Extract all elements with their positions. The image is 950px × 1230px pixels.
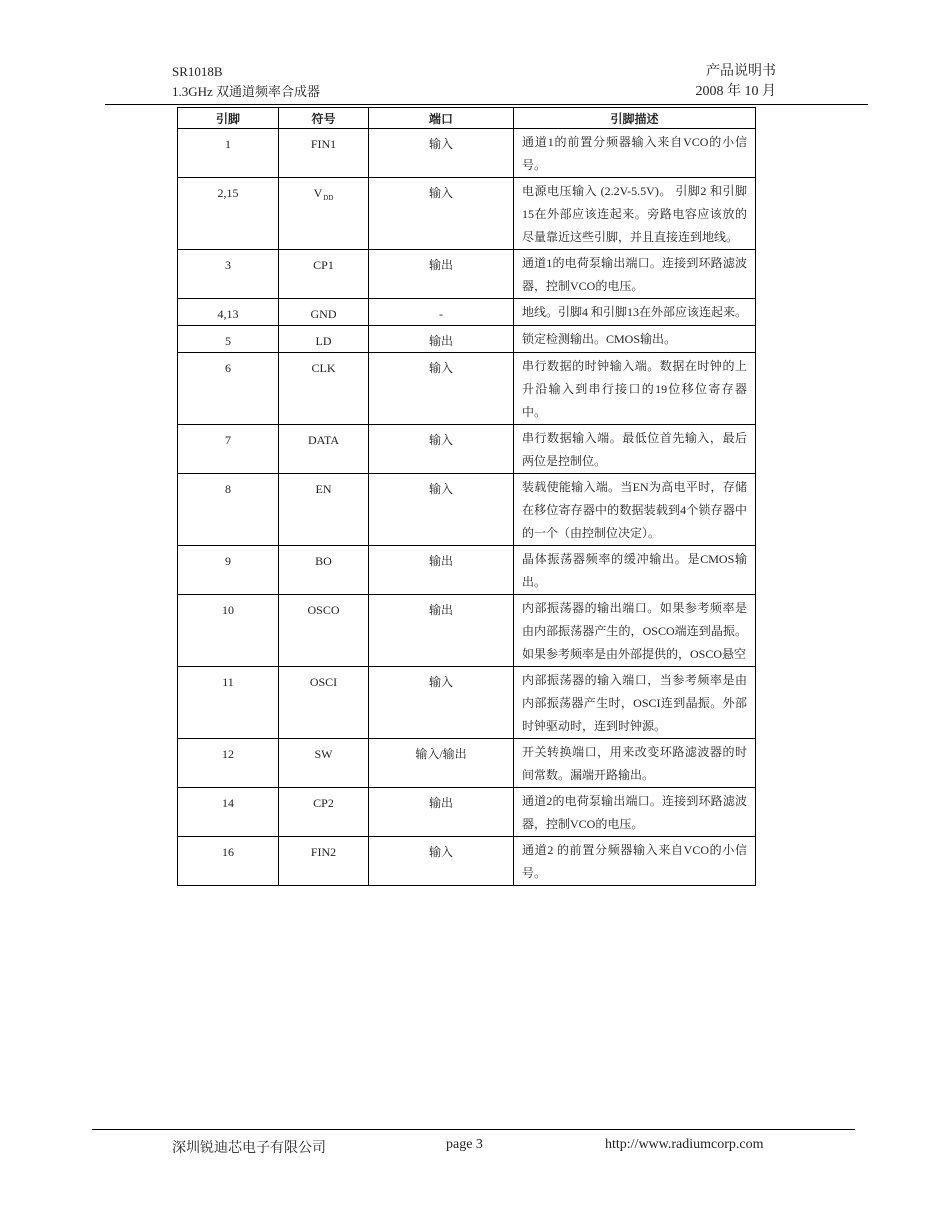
pin-symbol-text: FIN1: [310, 137, 337, 151]
pin-number-cell: 2,15: [178, 178, 279, 250]
footer-page-number: page 3: [446, 1137, 483, 1152]
pin-symbol-text: OSCO: [307, 603, 340, 617]
pin-symbol-cell: [279, 326, 369, 353]
pin-number-cell: 1: [178, 129, 279, 178]
pin-port-cell: 输入/输出: [369, 739, 514, 788]
pin-description-cell: 内部振荡器的输出端口。如果参考频率是由内部振荡器产生的，OSCO端连到晶振。如果参考频率是由外部提供的，OSCO悬空: [514, 595, 756, 667]
pin-symbol-text: GND: [310, 307, 337, 321]
pin-port-cell: 输入: [369, 129, 514, 178]
pin-port-cell: 输入: [369, 425, 514, 474]
document-header-left: [172, 62, 320, 102]
pin-description-cell: 通道1的电荷泵输出端口。连接到环路滤波器，控制VCO的电压。: [514, 250, 756, 299]
column-header-description: 引脚描述: [514, 108, 756, 129]
pin-symbol-cell: [279, 546, 369, 595]
pin-port-cell: 输入: [369, 474, 514, 546]
table-row: [178, 595, 756, 667]
pin-symbol-subscript: DD: [323, 194, 334, 202]
table-row: [178, 178, 756, 250]
pin-port-cell: 输入: [369, 178, 514, 250]
pin-symbol-text: BO: [315, 554, 332, 568]
pin-port-cell: 输入: [369, 667, 514, 739]
pin-port-cell: 输入: [369, 353, 514, 425]
product-model: SR1018B: [172, 64, 223, 79]
pin-description-cell: 通道2 的前置分频器输入来自VCO的小信号。: [514, 837, 756, 886]
pin-symbol-text: FIN2: [310, 845, 337, 859]
pin-number-cell: 11: [178, 667, 279, 739]
pin-symbol-cell: [279, 667, 369, 739]
pin-description-cell: 锁定检测输出。CMOS输出。: [514, 326, 756, 353]
pin-number-cell: 4,13: [178, 299, 279, 326]
pin-symbol-text: CLK: [311, 361, 336, 375]
table-row: [178, 837, 756, 886]
pin-description-cell: 通道1的前置分频器输入来自VCO的小信号。: [514, 129, 756, 178]
column-header-pin: 引脚: [178, 108, 279, 129]
pin-symbol-cell: [279, 129, 369, 178]
table-row: [178, 129, 756, 178]
pin-number-cell: 12: [178, 739, 279, 788]
table-row: [178, 546, 756, 595]
pin-symbol-text: CP1: [313, 258, 334, 272]
pin-number-cell: 10: [178, 595, 279, 667]
table-header-row: [178, 108, 756, 129]
document-date: 2008 年 10 月: [695, 84, 776, 99]
pin-symbol-cell: [279, 353, 369, 425]
pin-symbol-cell: [279, 739, 369, 788]
pin-number-cell: 9: [178, 546, 279, 595]
pin-description-cell: 晶体振荡器频率的缓冲输出。是CMOS输出。: [514, 546, 756, 595]
footer-url: http://www.radiumcorp.com: [605, 1137, 764, 1152]
table-row: [178, 425, 756, 474]
footer-company: 深圳锐迪芯电子有限公司: [172, 1141, 326, 1156]
pin-port-cell: 输出: [369, 595, 514, 667]
pin-port-cell: 输出: [369, 546, 514, 595]
pin-symbol-text: V: [313, 186, 323, 200]
pin-number-cell: 7: [178, 425, 279, 474]
pin-description-cell: 串行数据的时钟输入端。数据在时钟的上升沿输入到串行接口的19位移位寄存器中。: [514, 353, 756, 425]
pin-symbol-cell: [279, 595, 369, 667]
pin-port-cell: 输出: [369, 788, 514, 837]
pin-symbol-text: DATA: [307, 433, 340, 447]
table-row: [178, 299, 756, 326]
table-row: [178, 739, 756, 788]
pin-port-cell: 输出: [369, 250, 514, 299]
table-row: [178, 474, 756, 546]
document-type: 产品说明书: [706, 64, 776, 79]
pin-number-cell: 3: [178, 250, 279, 299]
pin-port-cell: 输入: [369, 837, 514, 886]
pin-symbol-cell: [279, 250, 369, 299]
pin-symbol-cell: [279, 425, 369, 474]
pin-number-cell: 5: [178, 326, 279, 353]
pin-description-cell: 地线。引脚4 和引脚13在外部应该连起来。: [514, 299, 756, 326]
pin-number-cell: 6: [178, 353, 279, 425]
table-row: [178, 788, 756, 837]
table-row: [178, 250, 756, 299]
pin-symbol-cell: [279, 178, 369, 250]
pin-number-cell: 14: [178, 788, 279, 837]
pin-port-cell: -: [369, 299, 514, 326]
pin-symbol-text: SW: [314, 747, 333, 761]
pin-symbol-cell: [279, 474, 369, 546]
pin-symbol-cell: [279, 837, 369, 886]
pin-symbol-text: OSCI: [309, 675, 338, 689]
table-row: [178, 667, 756, 739]
pin-description-cell: 通道2的电荷泵输出端口。连接到环路滤波器，控制VCO的电压。: [514, 788, 756, 837]
pin-description-cell: 串行数据输入端。最低位首先输入，最后两位是控制位。: [514, 425, 756, 474]
pin-symbol-cell: [279, 788, 369, 837]
pin-description-cell: 开关转换端口，用来改变环路滤波器的时间常数。漏端开路输出。: [514, 739, 756, 788]
pin-symbol-text: EN: [315, 482, 332, 496]
pin-port-cell: 输出: [369, 326, 514, 353]
table-row: [178, 353, 756, 425]
pin-number-cell: 8: [178, 474, 279, 546]
pin-symbol-text: LD: [315, 334, 332, 348]
product-subtitle: 1.3GHz 双通道频率合成器: [172, 84, 321, 99]
footer-divider: [92, 1129, 855, 1130]
pin-description-cell: 内部振荡器的输入端口，当参考频率是由内部振荡器产生时，OSCI连到晶振。外部时钟驱动时，连到时钟源。: [514, 667, 756, 739]
header-divider: [105, 104, 868, 105]
column-header-symbol: 符号: [279, 108, 369, 129]
pin-description-cell: 装载使能输入端。当EN为高电平时，存储在移位寄存器中的数据装载到4个锁存器中的一个（由控制位决定）。: [514, 474, 756, 546]
pin-symbol-cell: [279, 299, 369, 326]
pin-symbol-text: CP2: [313, 796, 334, 810]
pin-description-cell: 电源电压输入 (2.2V-5.5V)。 引脚2 和引脚15在外部应该连起来。旁路电容应该放的尽量靠近这些引脚，并且直接连到地线。: [514, 178, 756, 250]
pin-number-cell: 16: [178, 837, 279, 886]
document-header-right: [696, 62, 777, 102]
table-row: [178, 326, 756, 353]
column-header-port: 端口: [369, 108, 514, 129]
pin-description-table: [177, 107, 756, 886]
